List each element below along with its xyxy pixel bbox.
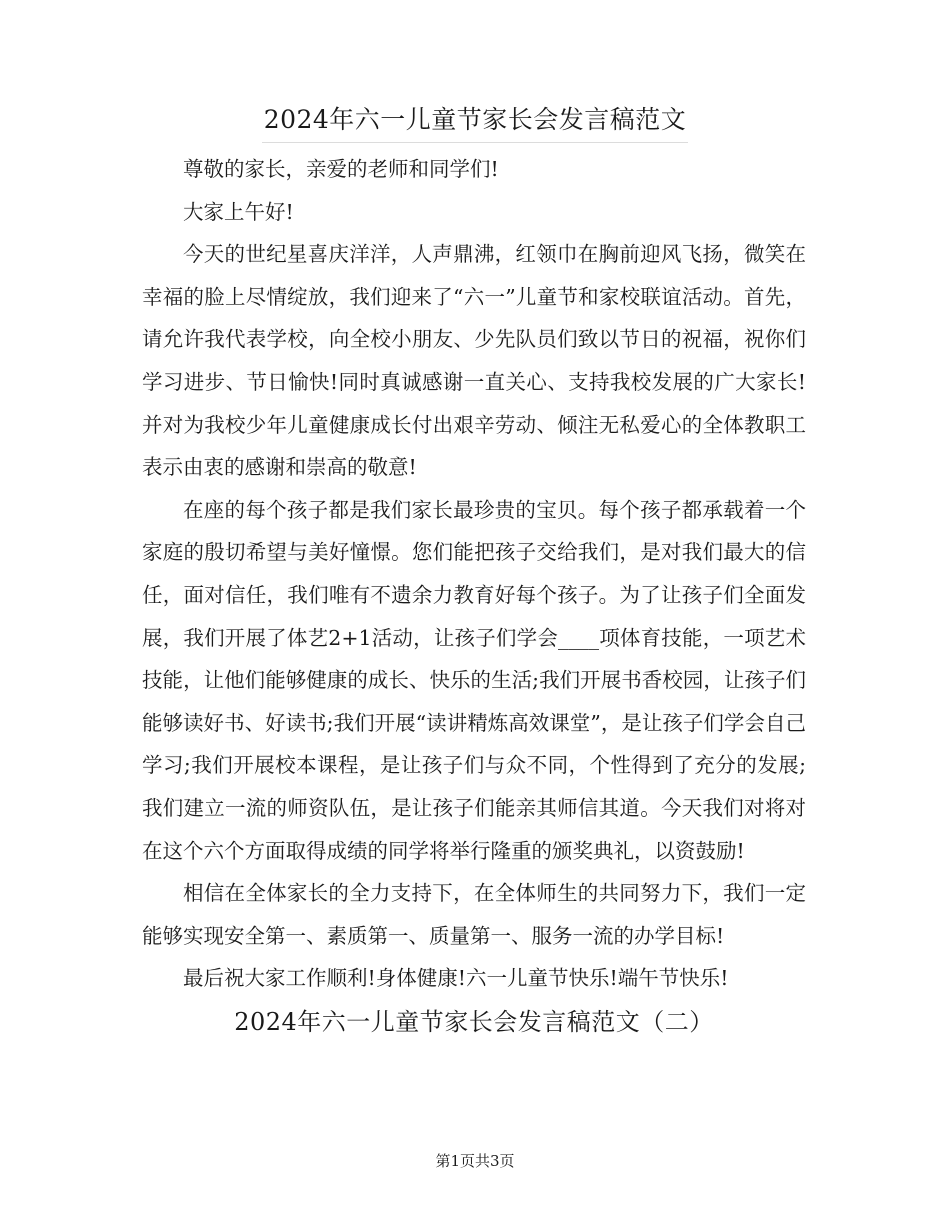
paragraph-greeting: 尊敬的家长，亲爱的老师和同学们! — [183, 157, 499, 181]
paragraph-children: 在座的每个孩子都是我们家长最珍贵的宝贝。每个孩子都承载着一个家庭的殷切希望与美好憧憬。您们能把孩子交给我们，是对我们最大的信任，面对信任，我们唯有不遗余力教育好每个孩子。为了让孩子们全面发展，我们开展了体艺2+1活动，让孩子们学会____项体育技能，一项艺术技能，让他们能够健康的成长、快乐的生活;我们开展书香校园，让孩子们能够读好书、好读书;我们开展“读讲精炼高效课堂”，是让孩子们学会自己学习;我们开展校本课程，是让孩子们与众不同，个性得到了充分的发展;我们建立一流的师资队伍，是让孩子们能亲其师信其道。今天我们对将对在这个六个方面取得成绩的同学将举行隆重的颁奖典礼，以资鼓励! — [142, 497, 806, 863]
paragraph-closing: 最后祝大家工作顺利!身体健康!六一儿童节快乐!端午节快乐! — [183, 966, 729, 991]
section-subtitle: 2024年六一儿童节家长会发言稿范文（二） — [234, 1007, 714, 1036]
paragraph-belief: 相信在全体家长的全力支持下，在全体师生的共同努力下，我们一定能够实现安全第一、素质第一、质量第一、服务一流的办学目标! — [142, 881, 806, 948]
document-title — [0, 100, 950, 143]
document-body — [142, 148, 806, 1044]
page-number-footer: 第1页共3页 — [435, 1152, 515, 1170]
document-title-text: 2024年六一儿童节家长会发言稿范文 — [262, 100, 689, 143]
paragraph-opening: 今天的世纪星喜庆洋洋，人声鼎沸，红领巾在胸前迎风飞扬，微笑在幸福的脸上尽情绽放，我们迎来了“六一”儿童节和家校联谊活动。首先，请允许我代表学校，向全校小朋友、少先队员们致以节日的祝福，祝你们学习进步、节日愉快!同时真诚感谢一直关心、支持我校发展的广大家长!并对为我校少年儿童健康成长付出艰辛劳动、倾注无私爱心的全体教职工表示由衷的感谢和崇高的敬意! — [142, 242, 806, 480]
paragraph-morning: 大家上午好! — [183, 199, 294, 224]
